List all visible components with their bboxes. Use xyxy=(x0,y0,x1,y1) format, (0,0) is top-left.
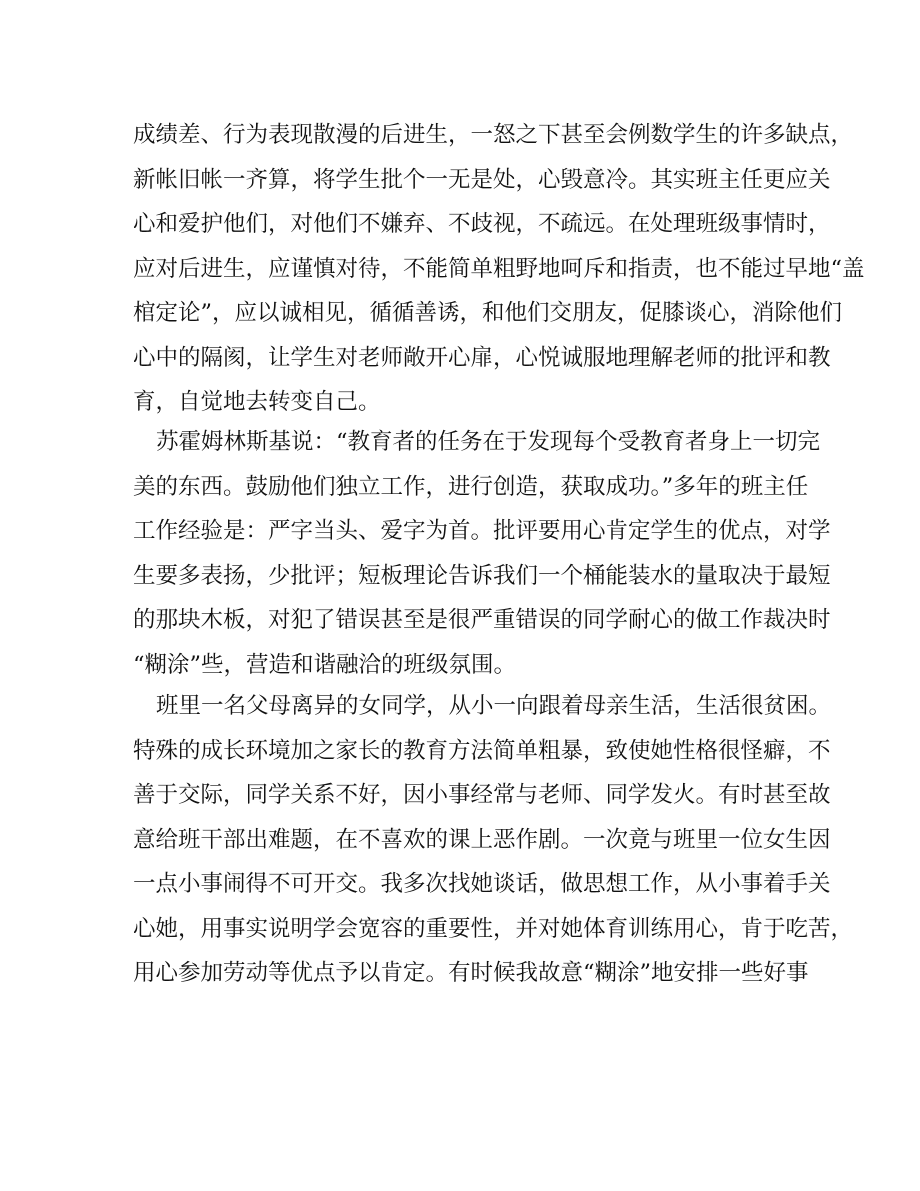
paragraph-line: 工作经验是：严字当头、爱字为首。批评要用心肯定学生的优点，对学 xyxy=(133,518,831,544)
paragraph-line: 用心参加劳动等优点予以肯定。有时候我故意“糊涂”地安排一些好事 xyxy=(133,960,809,986)
paragraph-line: 应对后进生，应谨慎对待，不能简单粗野地呵斥和指责，也不能过早地“盖 xyxy=(133,255,865,282)
paragraph-line: 新帐旧帐一齐算，将学生批个一无是处，心毁意冷。其实班主任更应关 xyxy=(133,166,831,193)
paragraph-line: 特殊的成长环境加之家长的教育方法简单粗暴，致使她性格很怪癖，不 xyxy=(133,737,831,764)
paragraph-1 xyxy=(133,113,865,425)
paragraph-line: 生要多表扬，少批评；短板理论告诉我们一个桶能装水的量取决于最短 xyxy=(133,562,831,589)
paragraph-2 xyxy=(133,420,831,687)
paragraph-line: 班里一名父母离异的女同学，从小一向跟着母亲生活，生活很贫困。 xyxy=(156,693,832,719)
paragraph-line: 美的东西。鼓励他们独立工作，进行创造，获取成功。”多年的班主任 xyxy=(133,473,809,500)
paragraph-line: 心和爱护他们，对他们不嫌弃、不歧视，不疏远。在处理班级事情时， xyxy=(133,211,831,237)
paragraph-line: 棺定论”，应以诚相见，循循善诱，和他们交朋友，促膝谈心，消除他们 xyxy=(133,300,843,326)
paragraph-3 xyxy=(133,684,854,996)
paragraph-line: 善于交际，同学关系不好，因小事经常与老师、同学发火。有时甚至故 xyxy=(133,782,831,808)
paragraph-line: 育，自觉地去转变自己。 xyxy=(133,389,381,415)
paragraph-line: 心中的隔阂，让学生对老师敞开心扉，心悦诚服地理解老师的批评和教 xyxy=(133,344,831,371)
paragraph-line: 意给班干部出难题，在不喜欢的课上恶作剧。一次竟与班里一位女生因 xyxy=(133,826,831,853)
paragraph-line: 成绩差、行为表现散漫的后进生，一怒之下甚至会例数学生的许多缺点， xyxy=(133,122,854,148)
paragraph-line: 苏霍姆林斯基说：“教育者的任务在于发现每个受教育者身上一切完 xyxy=(156,429,821,455)
paragraph-line: 一点小事闹得不可开交。我多次找她谈话，做思想工作，从小事着手关 xyxy=(133,871,831,897)
paragraph-line: “糊涂”些，营造和谐融洽的班级氛围。 xyxy=(133,651,517,678)
paragraph-line: 心她，用事实说明学会宽容的重要性，并对她体育训练用心，肯于吃苦， xyxy=(133,915,854,942)
paragraph-line: 的那块木板，对犯了错误甚至是很严重错误的同学耐心的做工作裁决时 xyxy=(133,607,831,633)
